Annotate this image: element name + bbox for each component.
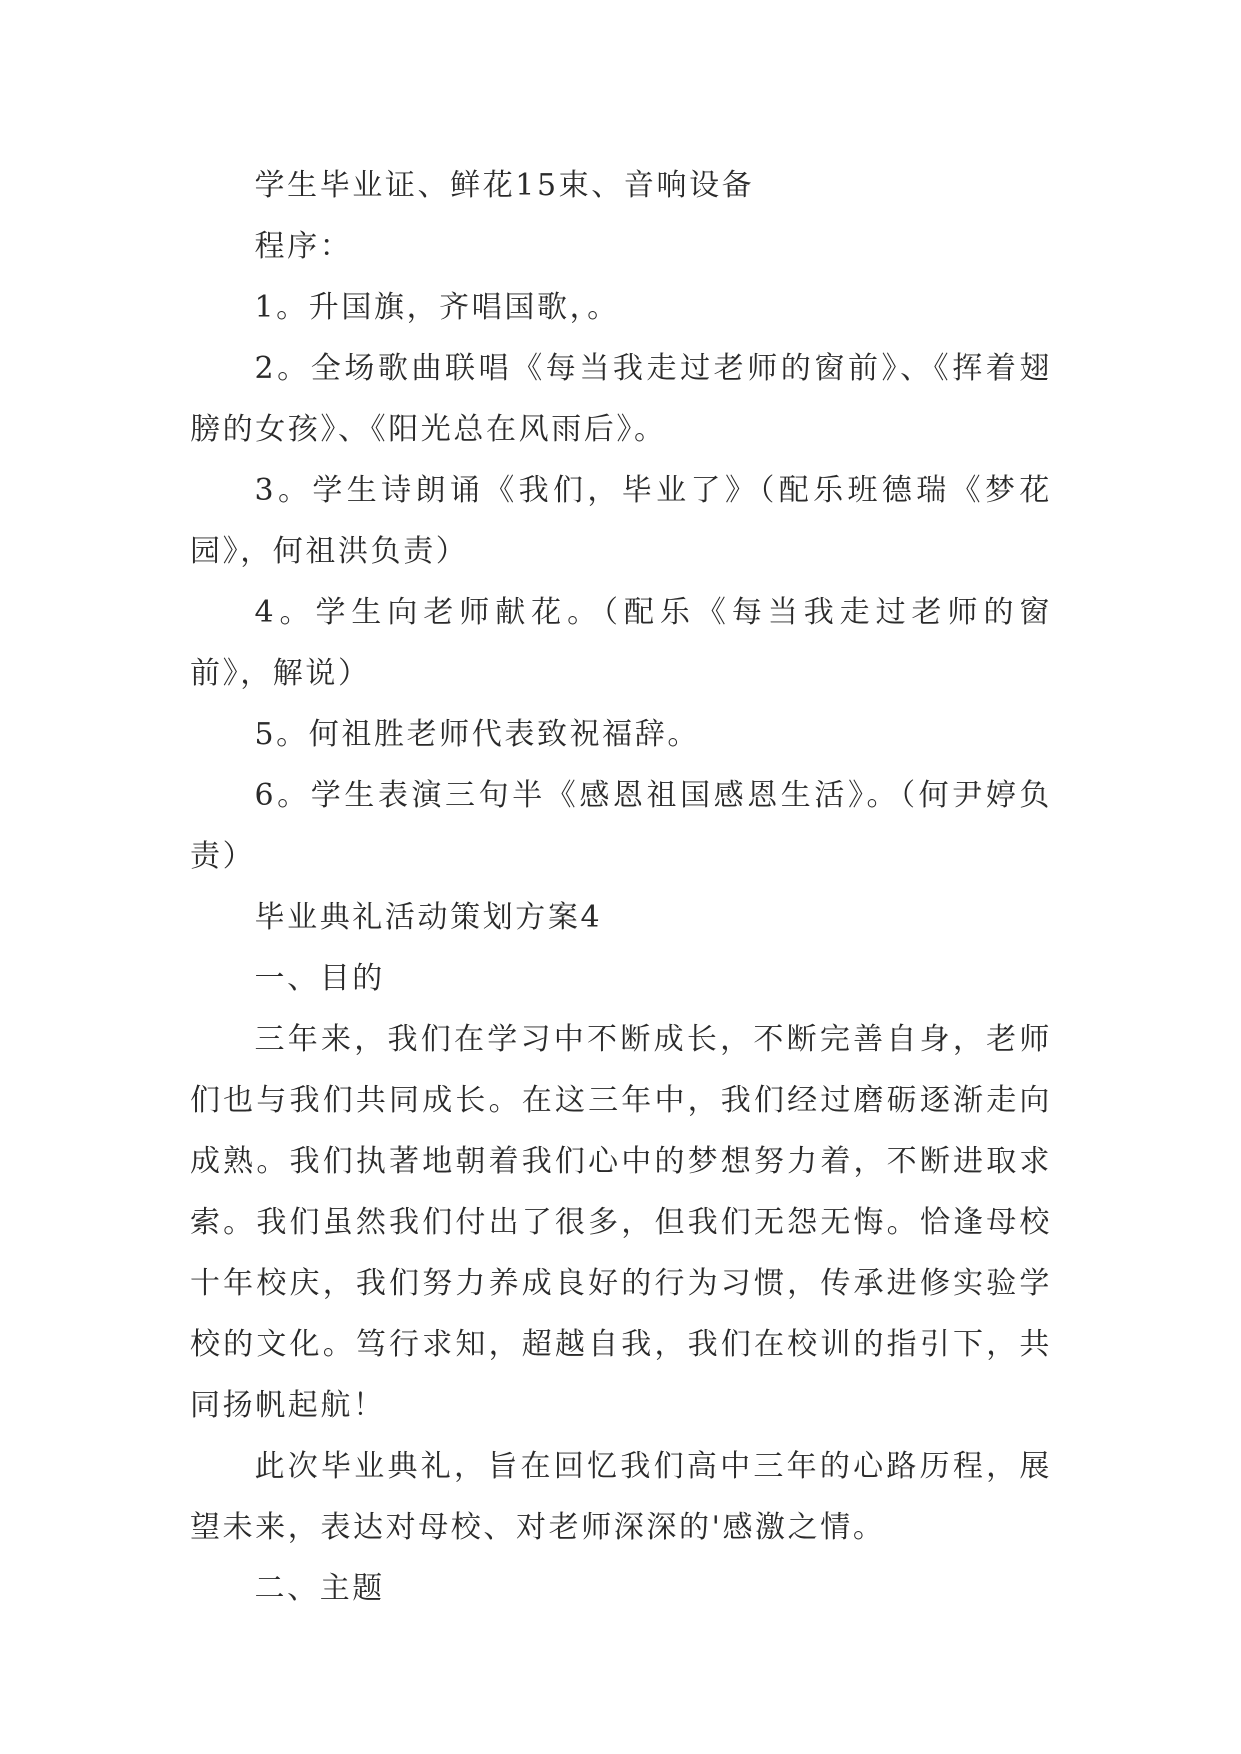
paragraph-materials: 学生毕业证、鲜花15束、音响设备	[254, 168, 755, 203]
paragraph-step-3: 3。学生诗朗诵《我们，毕业了》（配乐班德瑞《梦花园》，何祖洪负责）	[190, 473, 1052, 569]
paragraph-step-5: 5。何祖胜老师代表致祝福辞。	[254, 717, 700, 752]
paragraph-step-1: 1。升国旗，齐唱国歌，。	[254, 290, 620, 325]
section-title: 毕业典礼活动策划方案4	[254, 900, 603, 935]
document-body	[190, 155, 1052, 1619]
paragraph-step-4: 4。学生向老师献花。（配乐《每当我走过老师的窗前》，解说）	[190, 595, 1052, 691]
paragraph-step-6: 6。学生表演三句半《感恩祖国感恩生活》。（何尹婷负责）	[190, 778, 1052, 874]
paragraph-step-2: 2。全场歌曲联唱《每当我走过老师的窗前》、《挥着翅膀的女孩》、《阳光总在风雨后》。	[190, 351, 1052, 447]
paragraph-procedure-heading: 程序：	[254, 229, 353, 264]
paragraph-purpose-body: 三年来，我们在学习中不断成长，不断完善自身，老师们也与我们共同成长。在这三年中，我们经过磨砺逐渐走向成熟。我们执著地朝着我们心中的梦想努力着，不断进取求索。我们虽然我们付出了很多，但我们无怨无悔。恰逢母校十年校庆，我们努力养成良好的行为习惯，传承进修实验学校的文化。笃行求知，超越自我，我们在校训的指引下，共同扬帆起航！	[190, 1022, 1052, 1423]
heading-purpose: 一、目的	[254, 961, 385, 996]
heading-theme: 二、主题	[254, 1571, 385, 1606]
paragraph-purpose-aim: 此次毕业典礼，旨在回忆我们高中三年的心路历程，展望未来，表达对母校、对老师深深的'感激之情。	[190, 1449, 1052, 1545]
